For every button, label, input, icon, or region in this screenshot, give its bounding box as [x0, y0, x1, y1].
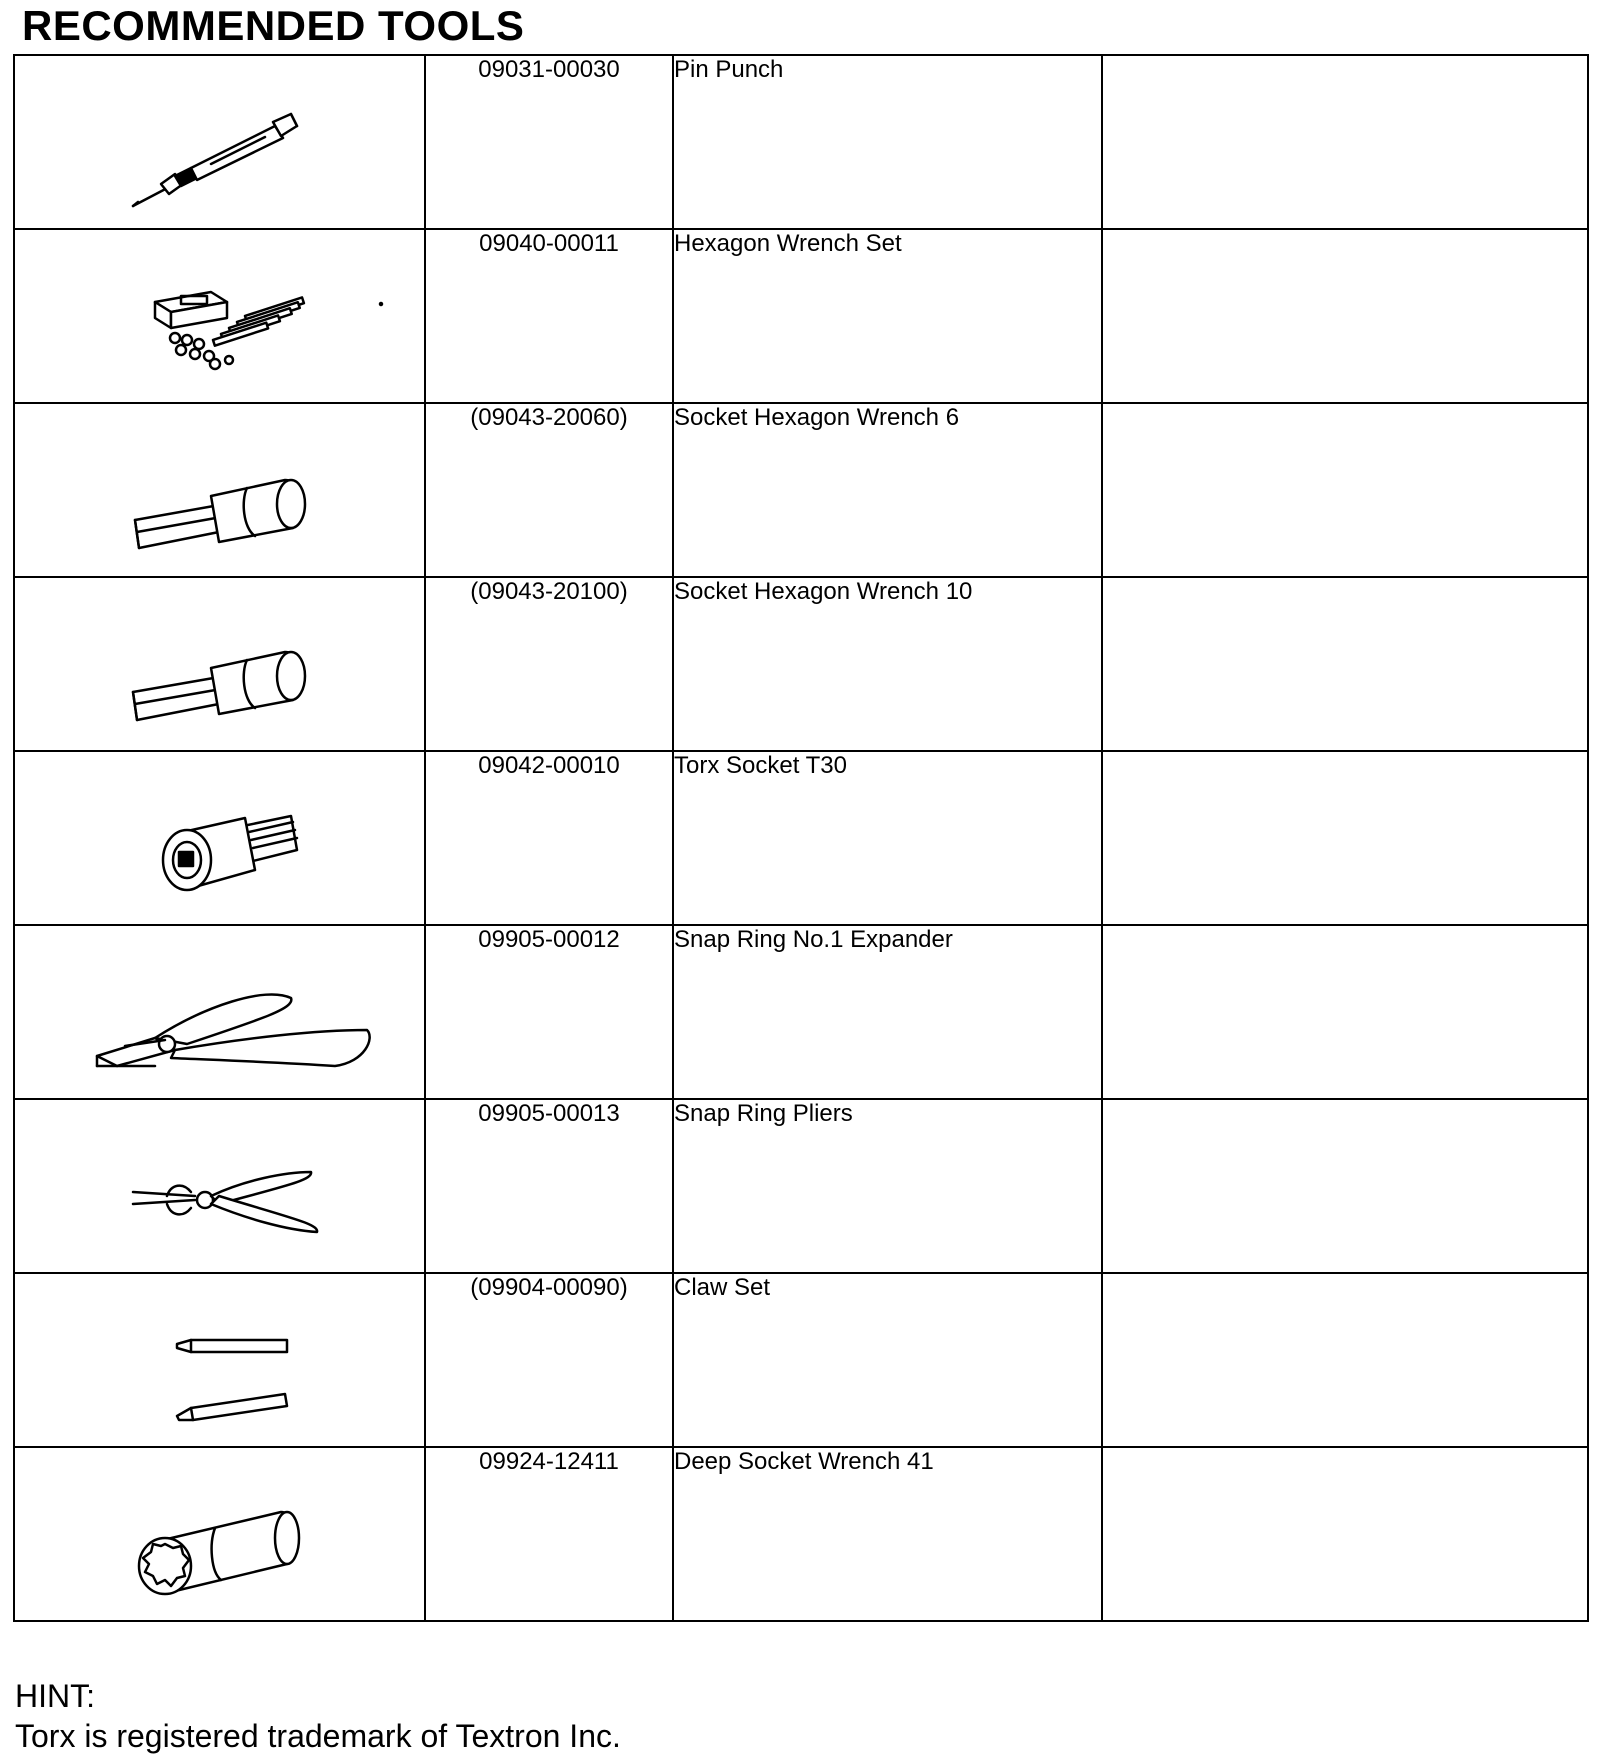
- tool-name: Pin Punch: [674, 56, 784, 83]
- part-number: 09905-00013: [478, 1100, 620, 1127]
- pin-punch-icon: [15, 56, 426, 230]
- tool-illustration-cell: [14, 925, 425, 1099]
- socket-hexagon-wrench-icon: [15, 578, 426, 752]
- tool-name: Snap Ring Pliers: [674, 1100, 853, 1127]
- part-number: (09043-20060): [470, 404, 628, 431]
- part-number: (09904-00090): [470, 1274, 628, 1301]
- part-number: 09031-00030: [478, 56, 620, 83]
- snap-ring-expander-icon: [15, 926, 426, 1100]
- part-number: (09043-20100): [470, 578, 628, 605]
- tool-illustration-cell: [14, 1447, 425, 1621]
- tool-illustration-cell: [14, 1273, 425, 1447]
- hint-text: Torx is registered trademark of Textron Inc.: [15, 1718, 621, 1754]
- tool-illustration-cell: [14, 751, 425, 925]
- hexagon-wrench-set-icon: [15, 230, 426, 404]
- table-row: [14, 1447, 1588, 1621]
- table-row: [14, 577, 1588, 751]
- blank-cell: [1102, 577, 1588, 751]
- claw-set-icon: [15, 1274, 426, 1448]
- blank-cell: [1102, 229, 1588, 403]
- table-row: [14, 1099, 1588, 1273]
- deep-socket-wrench-icon: [15, 1448, 426, 1622]
- snap-ring-pliers-icon: [15, 1100, 426, 1274]
- blank-cell: [1102, 55, 1588, 229]
- tool-illustration-cell: [14, 1099, 425, 1273]
- table-row: [14, 403, 1588, 577]
- tool-name: Socket Hexagon Wrench 6: [674, 404, 960, 431]
- tool-illustration-cell: [14, 403, 425, 577]
- blank-cell: [1102, 925, 1588, 1099]
- blank-cell: [1102, 1447, 1588, 1621]
- part-number: 09905-00012: [478, 926, 620, 953]
- blank-cell: [1102, 1273, 1588, 1447]
- blank-cell: [1102, 751, 1588, 925]
- tool-name: Deep Socket Wrench 41: [674, 1448, 934, 1475]
- blank-cell: [1102, 1099, 1588, 1273]
- tool-name: Torx Socket T30: [674, 752, 847, 779]
- tool-name: Claw Set: [674, 1274, 771, 1301]
- part-number: 09042-00010: [478, 752, 620, 779]
- table-row: [14, 229, 1588, 403]
- socket-hexagon-wrench-icon: [15, 404, 426, 578]
- tool-illustration-cell: [14, 55, 425, 229]
- tool-name: Hexagon Wrench Set: [674, 230, 902, 257]
- tool-illustration-cell: [14, 229, 425, 403]
- torx-socket-icon: [15, 752, 426, 926]
- tool-name: Socket Hexagon Wrench 10: [674, 578, 973, 605]
- table-row: [14, 1273, 1588, 1447]
- part-number: 09924-12411: [479, 1448, 619, 1475]
- tool-illustration-cell: [14, 577, 425, 751]
- blank-cell: [1102, 403, 1588, 577]
- tool-name: Snap Ring No.1 Expander: [674, 926, 953, 953]
- part-number: 09040-00011: [479, 230, 619, 257]
- hint-label: HINT:: [15, 1678, 95, 1714]
- page-title: RECOMMENDED TOOLS: [22, 2, 525, 49]
- table-row: [14, 55, 1588, 229]
- tools-table: [13, 54, 1589, 1622]
- hint-note: [15, 1676, 621, 1756]
- table-row: [14, 751, 1588, 925]
- table-row: [14, 925, 1588, 1099]
